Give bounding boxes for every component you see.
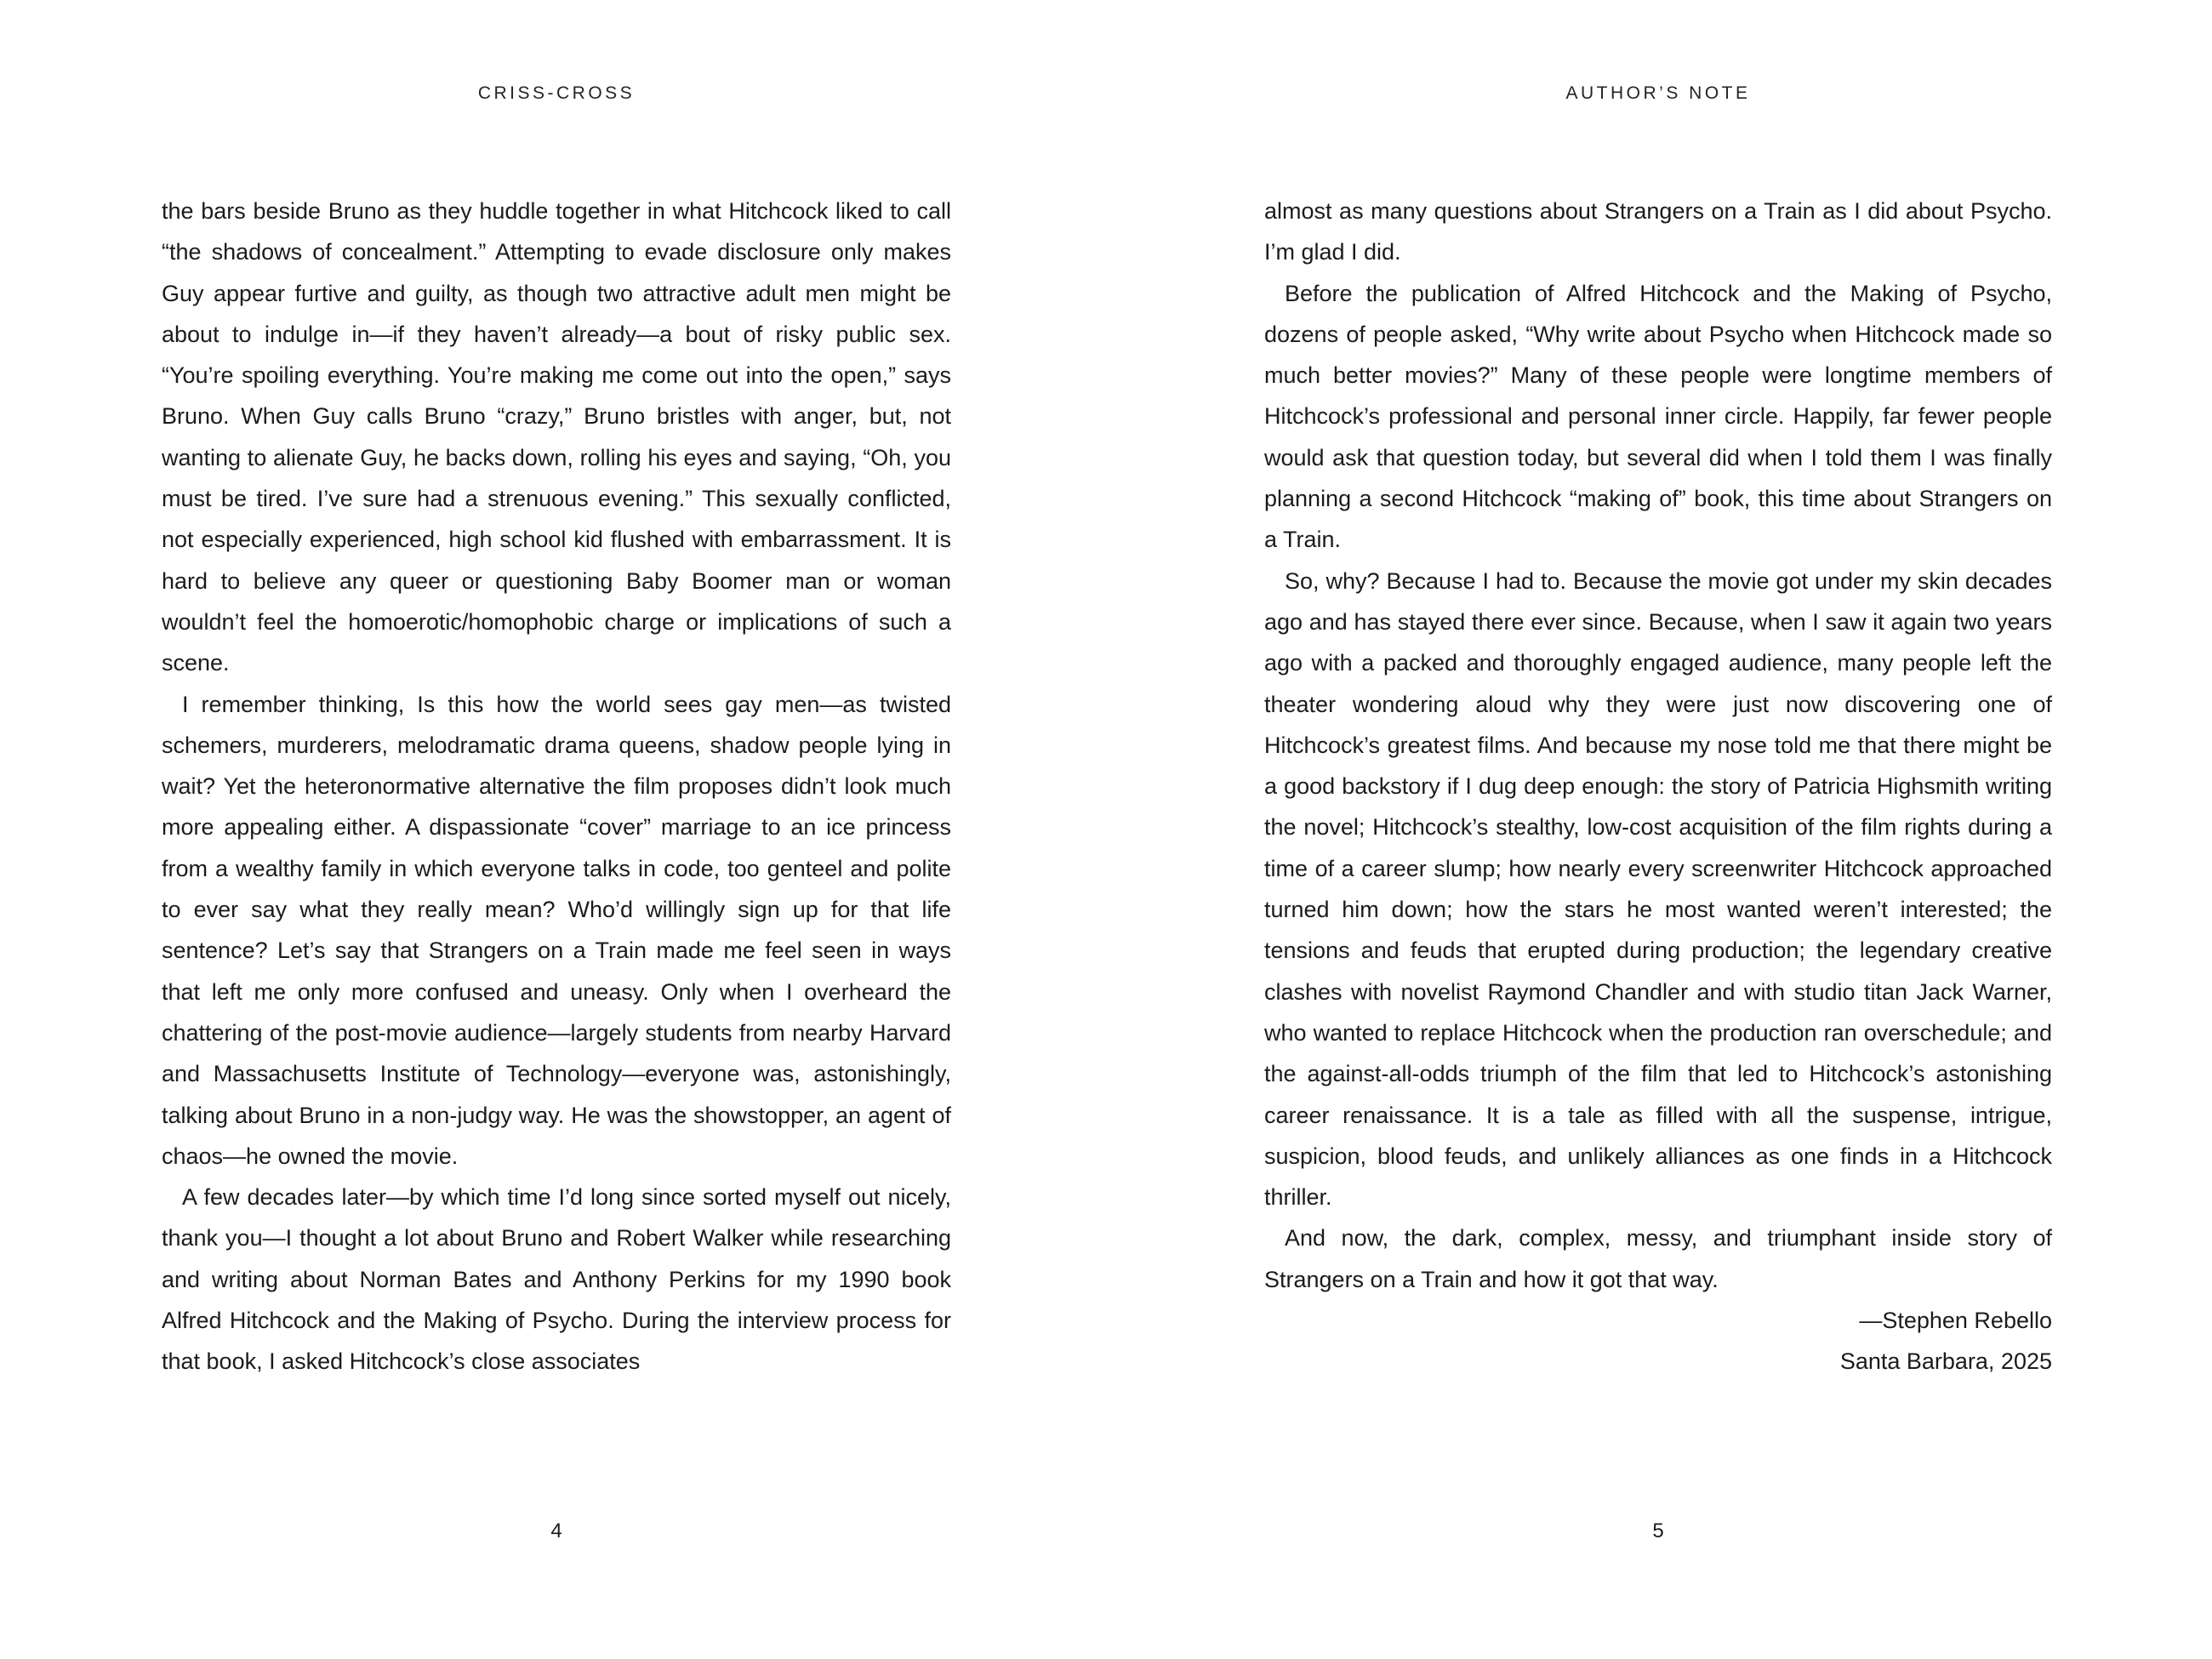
author-signature: —Stephen Rebello bbox=[1859, 1308, 2052, 1334]
paragraph: the bars beside Bruno as they huddle together in what Hitchcock liked to call “the shadows of concealment.” Attempting to evade disclosure only makes Guy appear furtive and guilty, as though two attractive adult men might be about to indulge in—if they haven’t already—a bout of risky public sex. “You’re spoiling everything. You’re making me come out into the open,” says Bruno. When Guy calls Bruno “crazy,” Bruno bristles with anger, but, not wanting to alienate Guy, he backs down, rolling his eyes and saying, “Oh, you must be tired. I’ve sure had a strenuous evening.” This sexually conflicted, not especially experienced, high school kid flushed with embarrassment. It is hard to believe any queer or questioning Baby Boomer man or woman wouldn’t feel the homoerotic/homophobic charge or implications of such a scene. bbox=[162, 198, 951, 676]
paragraph: I remember thinking, Is this how the world sees gay men—as twisted schemers, murderers, melodramatic drama queens, shadow people lying in wait? Yet the heteronormative alternative the film proposes didn’t look much more appealing either. A dispassionate “cover” marriage to an ice princess from a wealthy family in which everyone talks in code, too genteel and polite to ever say what they really mean? Who’d willingly sign up for that life sentence? Let’s say that Strangers on a Train made me feel seen in ways that left me only more confused and uneasy. Only when I overheard the chattering of the post-movie audience—largely students from nearby Harvard and Massachusetts Institute of Technology—everyone was, astonishingly, talking about Bruno in a non-judgy way. He was the showstopper, an agent of chaos—he owned the movie. bbox=[162, 691, 951, 1169]
paragraph: And now, the dark, complex, messy, and triumphant inside story of Strangers on a Train and how it got that way. bbox=[1264, 1225, 2052, 1292]
running-head-right: AUTHOR’S NOTE bbox=[1565, 83, 1751, 103]
page-number-right: 5 bbox=[1652, 1519, 1664, 1542]
page-left bbox=[162, 0, 951, 1659]
body-text-left bbox=[162, 191, 951, 1382]
paragraph: A few decades later—by which time I’d long since sorted myself out nicely, thank you—I thought a lot about Bruno and Robert Walker while researching and writing about Norman Bates and Anthony Perkins for my 1990 book Alfred Hitchcock and the Making of Psycho. During the interview process for that book, I asked Hitchcock’s close associates bbox=[162, 1184, 951, 1375]
body-text-right bbox=[1264, 191, 2052, 1382]
signature-place-date: Santa Barbara, 2025 bbox=[1839, 1348, 2052, 1375]
page-right bbox=[1264, 0, 2052, 1659]
paragraph: So, why? Because I had to. Because the movie got under my skin decades ago and has stayed there ever since. Because, when I saw it again two years ago with a packed and thoroughly engaged audience, many people left the theater wondering aloud why they were just now discovering one of Hitchcock’s greatest films. And because my nose told me that there might be a good backstory if I dug deep enough: the story of Patricia Highsmith writing the novel; Hitchcock’s stealthy, low-cost acquisition of the film rights during a time of a career slump; how nearly every screenwriter Hitchcock approached turned him down; how the stars he most wanted weren’t interested; the tensions and feuds that erupted during production; the legendary creative clashes with novelist Raymond Chandler and with studio titan Jack Warner, who wanted to replace Hitchcock when the production ran overschedule; and the against-all-odds triumph of the film that led to Hitchcock’s astonishing career renaissance. It is a tale as filled with all the suspense, intrigue, suspicion, blood feuds, and unlikely alliances as one finds in a Hitchcock thriller. bbox=[1264, 567, 2052, 1211]
running-head-left: CRISS-CROSS bbox=[477, 83, 636, 103]
page-number-left: 4 bbox=[550, 1519, 562, 1542]
paragraph: almost as many questions about Strangers on a Train as I did about Psycho. I’m glad I did. bbox=[1264, 198, 2052, 265]
paragraph: Before the publication of Alfred Hitchcock and the Making of Psycho, dozens of people asked, “Why write about Psycho when Hitchcock made so much better movies?” Many of these people were longtime members of Hitchcock’s professional and personal inner circle. Happily, far fewer people would ask that question today, but several did when I told them I was finally planning a second Hitchcock “making of” book, this time about Strangers on a Train. bbox=[1264, 280, 2052, 553]
